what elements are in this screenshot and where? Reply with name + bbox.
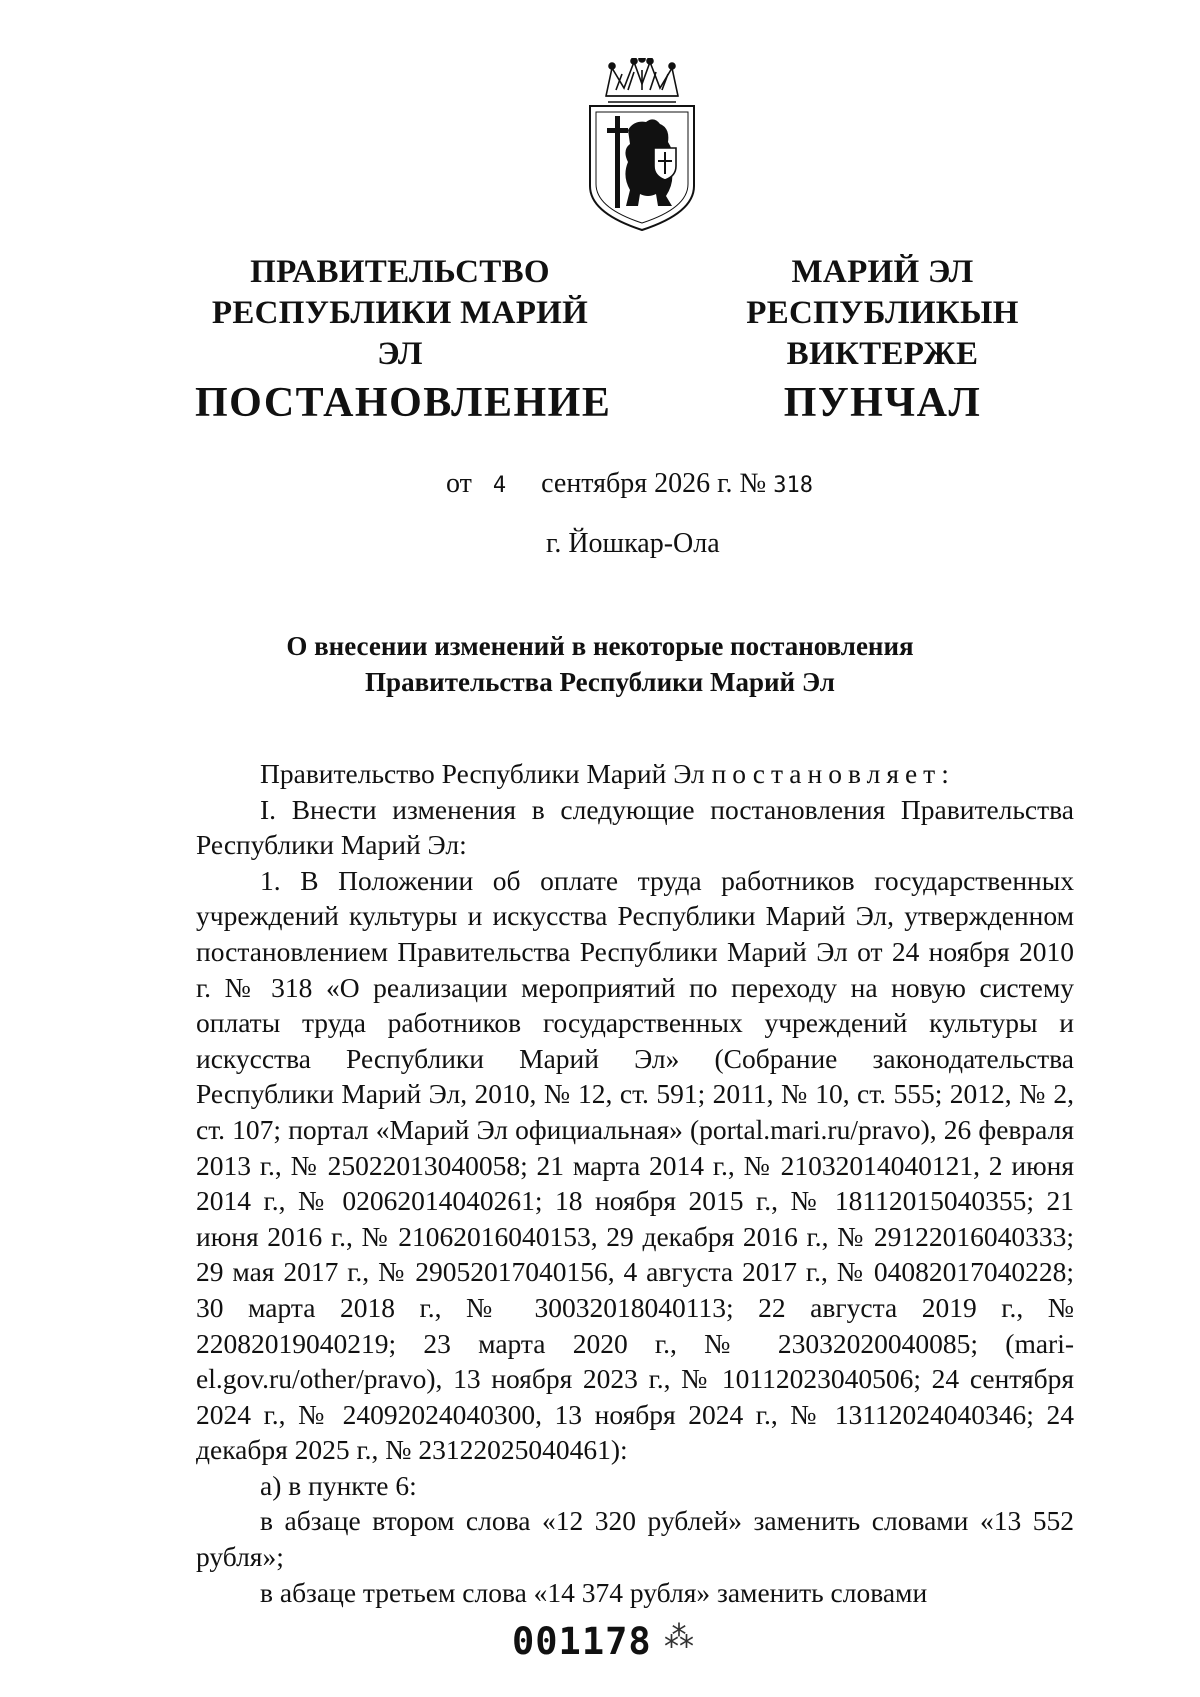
paragraph-3: а) в пункте 6:	[260, 1469, 417, 1501]
city: г. Йошкар-Ола	[546, 528, 720, 559]
ornament-mark: ⁂	[664, 1621, 694, 1654]
document-title	[150, 628, 1050, 700]
paragraph-preamble	[196, 756, 1074, 792]
document-body	[196, 756, 1074, 1610]
paragraph-2: 1. В Положении об оплате труда работников государственных учреждений культуры и искусства Республики Марий Эл, утвержденном постановлением Правительства Республики Марий Эл от 24 ноября 2010 г. № 318 «О реализации мероприятий по переходу на новую систему оплаты труда работников государственных учреждений культуры и искусства Республики Марий Эл» (Собрание законодательства Республики Марий Эл, 2010, № 12, ст. 591; 2011, № 10, ст. 555; 2012, № 2, ст. 107; портал «Марий Эл официальная» (portal.mari.ru/pravo), 26 февраля 2013 г., № 25022013040058; 21 марта 2014 г., № 21032014040121, 2 июня 2014 г., № 02062014040261; 18 ноября 2015 г., № 18112015040355; 21 июня 2016 г., № 21062016040153, 29 декабря 2016 г., № 29122016040333; 29 мая 2017 г., № 29052017040156, 4 августа 2017 г., № 04082017040228; 30 марта 2018 г., № 30032018040113; 22 августа 2019 г., № 22082019040219; 23 марта 2020 г., № 23032020040085; (mari-el.gov.ru/other/pravo), 13 ноября 2023 г., № 10112023040506; 24 сентября 2024 г., № 24092024040300, 13 ноября 2024 г., № 13112024040346; 24 декабря 2025 г., № 23122025040461):	[196, 864, 1074, 1466]
issuer-mari-line2: ВИКТЕРЖЕ	[786, 336, 979, 372]
coat-of-arms-icon	[584, 58, 700, 233]
title-line2: Правительства Республики Марий Эл	[365, 667, 835, 697]
document-number: 318	[773, 473, 813, 498]
issuer-ru-line1: ПРАВИТЕЛЬСТВО	[250, 254, 550, 290]
paragraph-5: в абзаце третьем слова «14 374 рубля» заменить словами	[260, 1576, 928, 1608]
date-month-year: сентября 2026 г. №	[541, 468, 767, 499]
issuer-mari	[655, 252, 1110, 431]
doc-type-mari: ПУНЧАЛ	[783, 380, 982, 426]
paragraph-4: в абзаце втором слова «12 320 рублей» заменить словами «13 552 рубля»;	[196, 1505, 1074, 1573]
form-serial-number: 001178	[512, 1620, 652, 1663]
document-date	[446, 468, 813, 500]
issuer-ru-line2: РЕСПУБЛИКИ МАРИЙ ЭЛ	[211, 295, 589, 372]
paragraph-1: I. Внести изменения в следующие постановления Правительства Республики Марий Эл:	[196, 793, 1074, 861]
doc-type-ru: ПОСТАНОВЛЕНИЕ	[195, 380, 612, 426]
issuer-mari-line1: МАРИЙ ЭЛ РЕСПУБЛИКЫН	[746, 254, 1019, 331]
date-prefix: от	[446, 468, 472, 499]
date-day: 4	[492, 473, 507, 498]
title-line1: О внесении изменений в некоторые постановления	[286, 631, 914, 661]
preamble-text: Правительство Республики Марий Эл	[260, 758, 705, 789]
issuer-ru	[195, 252, 612, 431]
preamble-verb: постановляет:	[711, 758, 955, 789]
